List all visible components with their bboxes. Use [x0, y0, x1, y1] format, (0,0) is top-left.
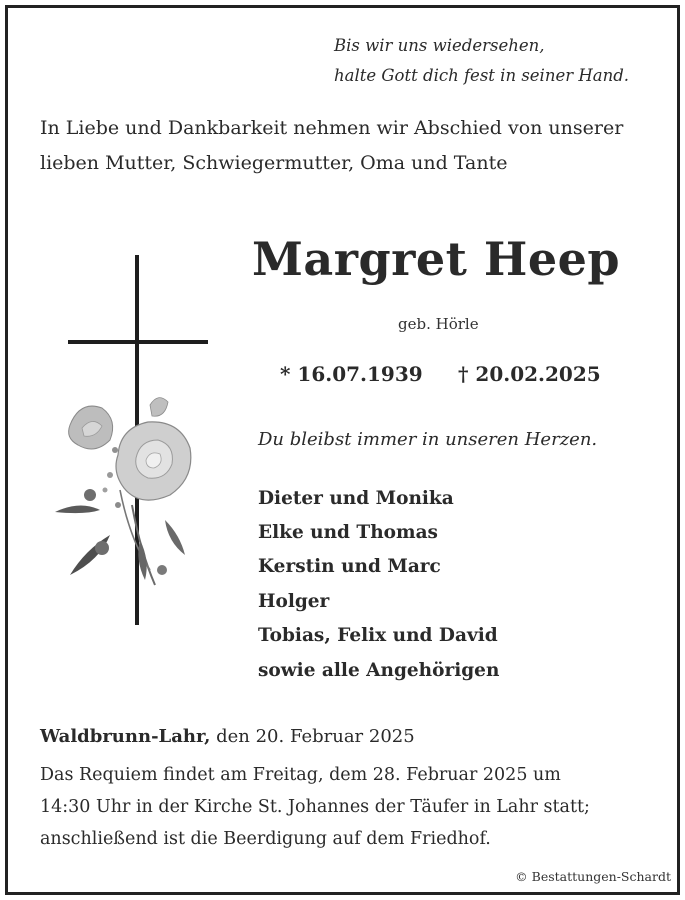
- place-and-date: [40, 726, 415, 747]
- mourner-list-item: Dieter und Monika: [258, 488, 454, 509]
- memorial-tagline: Du bleibst immer in unseren Herzen.: [258, 429, 598, 450]
- maiden-name: geb. Hörle: [398, 315, 479, 333]
- motto-line-1: Bis wir uns wiedersehen,: [334, 36, 545, 55]
- requiem-notice-line-2: 14:30 Uhr in der Kirche St. Johannes der Täufer in Lahr statt;: [40, 797, 590, 817]
- mourner-list-item: sowie alle Angehörigen: [258, 660, 500, 681]
- roses-bouquet: [55, 398, 191, 585]
- death-date: † 20.02.2025: [458, 362, 601, 386]
- intro-line-2: lieben Mutter, Schwiegermutter, Oma und Tante: [40, 152, 508, 174]
- place-name: Waldbrunn-Lahr,: [40, 726, 211, 747]
- mourner-list-item: Kerstin und Marc: [258, 556, 441, 577]
- mourner-list-item: Tobias, Felix und David: [258, 625, 498, 646]
- deceased-name: Margret Heep: [252, 232, 621, 286]
- notice-date: den 20. Februar 2025: [210, 726, 415, 747]
- birth-date: * 16.07.1939: [280, 362, 423, 386]
- motto-line-2: halte Gott dich fest in seiner Hand.: [334, 66, 630, 85]
- requiem-notice-line-3: anschließend ist die Beerdigung auf dem Friedhof.: [40, 829, 491, 849]
- cross-with-roses-illustration: [40, 250, 215, 630]
- mourner-list-item: Elke und Thomas: [258, 522, 438, 543]
- requiem-notice-line-1: Das Requiem findet am Freitag, dem 28. Februar 2025 um: [40, 765, 561, 785]
- copyright-credit: © Bestattungen-Schardt: [515, 869, 671, 884]
- cross-horizontal-beam: [68, 340, 208, 344]
- mourner-list-item: Holger: [258, 591, 330, 612]
- intro-line-1: In Liebe und Dankbarkeit nehmen wir Abschied von unserer: [40, 117, 624, 139]
